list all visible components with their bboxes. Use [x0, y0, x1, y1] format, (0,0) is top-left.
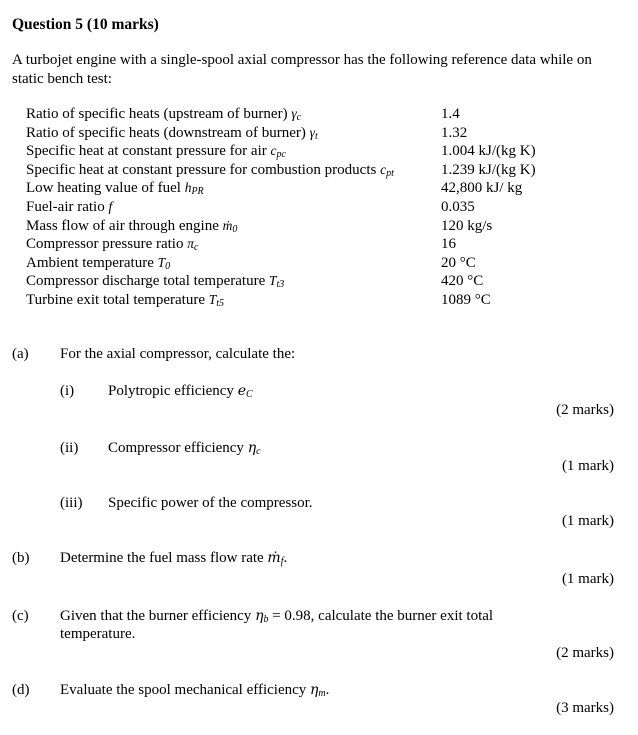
- data-symbol: T: [157, 254, 166, 270]
- part-a-iii-text: Specific power of the compressor.: [108, 495, 313, 511]
- data-value: 16: [441, 236, 456, 253]
- data-value: 42,800 kJ/ kg: [441, 180, 523, 197]
- data-value: 1.239 kJ/(kg K): [441, 161, 536, 178]
- part-a-iii-number: (iii): [60, 495, 83, 511]
- part-d-number: (d): [12, 682, 30, 698]
- part-a-i-number: (i): [60, 383, 75, 399]
- data-row: [26, 272, 586, 291]
- part-b-text: [60, 549, 287, 571]
- part-a-ii-label: Compressor efficiency: [108, 440, 244, 456]
- part-b-label: Determine the fuel mass flow rate: [60, 550, 264, 566]
- data-label: Compressor pressure ratio: [26, 236, 184, 253]
- data-label: Ratio of specific heats (upstream of burner): [26, 106, 288, 122]
- part-c-number: (c): [12, 608, 29, 624]
- data-value: 120 kg/s: [441, 217, 493, 234]
- data-symbol-sub: 0: [232, 223, 238, 235]
- data-label: Low heating value of fuel: [26, 180, 181, 197]
- data-symbol: γ: [291, 106, 297, 121]
- data-symbol: T: [208, 291, 217, 307]
- part-b-marks: (1 mark): [561, 571, 614, 587]
- data-symbol-sub: PR: [191, 186, 204, 198]
- data-label: Ambient temperature: [26, 254, 154, 271]
- part-d-math: η: [310, 682, 319, 698]
- part-b-math-sub: f: [280, 556, 284, 567]
- data-row: [26, 198, 586, 217]
- data-value: 1089 °C: [441, 291, 491, 308]
- data-symbol: T: [268, 273, 277, 289]
- part-b-number: (b): [12, 550, 30, 566]
- part-d-marks: (3 marks): [556, 700, 614, 716]
- data-row: [26, 254, 586, 273]
- part-a-ii-number: (ii): [60, 440, 79, 456]
- part-a-number: (a): [12, 346, 29, 362]
- data-label: Fuel-air ratio: [26, 198, 105, 215]
- part-a-i-math: e: [237, 383, 246, 399]
- part-d-tail: .: [325, 682, 330, 698]
- data-row: [26, 124, 586, 143]
- data-symbol-sub: pc: [276, 149, 286, 161]
- data-symbol: c: [380, 161, 387, 177]
- data-value: 20 °C: [441, 254, 476, 271]
- part-a-ii-text: [108, 439, 261, 461]
- question-intro: A turbojet engine with a single-spool axial compressor has the following reference data while on static bench test:: [12, 52, 592, 87]
- data-symbol: ṁ: [222, 217, 233, 233]
- data-symbol-sub: 0: [165, 260, 171, 272]
- part-c-math-sub: b: [263, 614, 269, 625]
- part-b-math: ṁ: [267, 550, 281, 566]
- data-symbol: π: [187, 236, 194, 252]
- reference-data-table: [26, 105, 586, 310]
- part-c-label-post: = 0.98, calculate the burner exit total: [268, 608, 494, 624]
- part-d-label: Evaluate the spool mechanical efficiency: [60, 682, 307, 698]
- part-c-label-pre: Given that the burner efficiency: [60, 608, 252, 624]
- part-b-tail: .: [283, 550, 288, 566]
- part-a-i-label: Polytropic efficiency: [108, 383, 234, 399]
- part-a-i-math-sub: C: [245, 389, 253, 400]
- part-a-ii-marks: (1 mark): [561, 458, 614, 474]
- data-symbol-sub: t: [314, 130, 318, 142]
- part-c-math: η: [255, 608, 264, 624]
- data-value: 1.4: [441, 106, 460, 122]
- data-symbol: γ: [309, 124, 315, 140]
- question-title: Question 5 (10 marks): [12, 16, 159, 33]
- data-value: 0.035: [441, 198, 475, 215]
- data-label: Compressor discharge total temperature: [26, 273, 266, 290]
- part-d-text: [60, 681, 329, 703]
- part-a-i-text: [108, 382, 253, 404]
- data-row: [26, 161, 586, 180]
- data-row: [26, 217, 586, 236]
- data-value: 1.32: [441, 124, 468, 141]
- data-symbol-sub: c: [193, 242, 199, 254]
- data-symbol-sub: t3: [276, 279, 285, 291]
- data-row: [26, 291, 586, 310]
- data-value: 420 °C: [441, 273, 484, 290]
- part-c-text-line2: temperature.: [60, 626, 136, 642]
- data-label: Turbine exit total temperature: [26, 291, 205, 308]
- data-label: Ratio of specific heats (downstream of burner): [26, 124, 306, 141]
- data-symbol-sub: t5: [216, 297, 225, 309]
- data-value: 1.004 kJ/(kg K): [441, 143, 536, 160]
- part-a-ii-math: η: [247, 440, 257, 456]
- data-symbol-sub: c: [296, 112, 302, 123]
- data-symbol: f: [108, 198, 113, 214]
- part-a-i-marks: (2 marks): [556, 402, 614, 418]
- data-symbol-sub: pt: [386, 167, 394, 179]
- part-a-iii-marks: (1 mark): [561, 513, 614, 529]
- data-row: [26, 142, 586, 161]
- data-row: [26, 235, 586, 254]
- data-label: Specific heat at constant pressure for combustion products: [26, 161, 377, 178]
- data-label: Specific heat at constant pressure for air: [26, 143, 267, 160]
- data-symbol: h: [184, 180, 192, 196]
- part-a-ii-math-sub: c: [256, 446, 261, 457]
- data-label: Mass flow of air through engine: [26, 217, 219, 234]
- part-c-marks: (2 marks): [556, 645, 614, 661]
- part-d-math-sub: m: [318, 688, 326, 699]
- part-a-text: For the axial compressor, calculate the:: [60, 346, 296, 362]
- data-symbol: c: [270, 143, 277, 159]
- data-row: [26, 105, 586, 124]
- data-row: [26, 179, 586, 198]
